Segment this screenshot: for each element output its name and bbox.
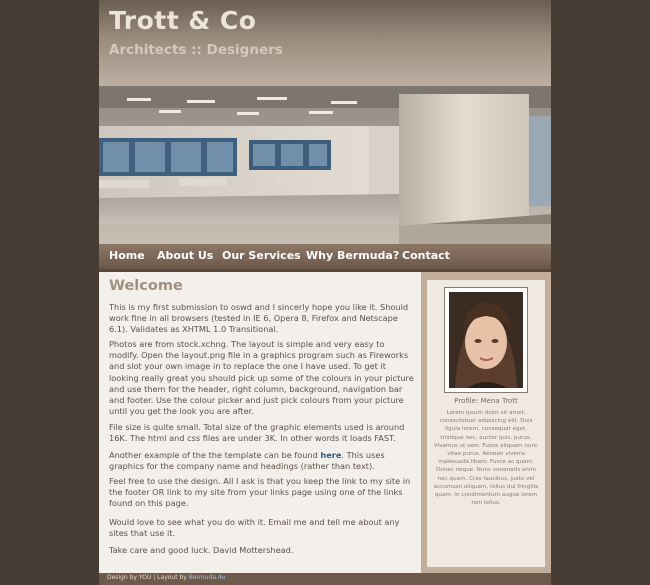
site-subtitle: Architects :: Designers xyxy=(109,42,283,58)
profile-photo-frame xyxy=(444,287,528,393)
footer-credits xyxy=(107,574,226,581)
nav-item-contact[interactable]: Contact xyxy=(402,249,450,262)
page-heading: Welcome xyxy=(109,278,183,294)
here-link[interactable]: here xyxy=(320,450,342,460)
file-size-paragraph: File size is quite small. Total size of the graphic elements used is around 16K. The html and css files are under 3K. In other words it loads FAST. xyxy=(109,422,405,444)
profile-box xyxy=(427,280,545,567)
example-text-end: . This uses graphics for the company name and headings (rather than text). xyxy=(109,450,385,472)
sidebar xyxy=(421,272,551,573)
main-navigation xyxy=(99,244,551,269)
site-title: Trott & Co xyxy=(109,6,257,35)
site-footer xyxy=(99,573,551,585)
nav-item-about-us[interactable]: About Us xyxy=(157,249,214,262)
profile-description: Lorem ipsum dolor sit amet, consectetuer adipiscing elit. Duis ligula lorem, consequat eget, tristique nec, auctor quis, purus. Vivamus ut sem. Fusce aliquam nunc vitae purus. Aenean viverra malesuada libero. Fusce ac quam. Donec neque. Nunc venenatis enim nec quam. Cras faucibus, justo vel accumsan aliquam, tellus dui fringilla quam, in condimentum augue lorem non tellus. xyxy=(433,410,539,507)
profile-caption: Profile: Mena Trott xyxy=(454,397,518,405)
example-text-start: Another example of the the template can be found xyxy=(109,450,321,460)
signoff-paragraph: Take care and good luck. David Mottershead. xyxy=(109,545,294,555)
contact-paragraph: Would love to see what you do with it. Email me and tell me about any sites that use it. xyxy=(109,517,400,539)
intro-paragraph: This is my first submission to oswd and I sincerly hope you like it. Should work fine in all browsers (tested in IE 6, Opera 8, Firefox and Netscape 6.1). Validates as XHTML 1.0 Transitional. xyxy=(109,302,409,335)
footer-author-link[interactable]: Bermuda.4u xyxy=(188,574,226,581)
example-paragraph xyxy=(109,450,415,472)
profile-portrait-photo xyxy=(449,292,523,388)
usage-paragraph: Feel free to use the design. All I ask is that you keep the link to my site in the footer OR link to my site from your links page using one of the links found on this page. xyxy=(109,476,411,509)
office-interior-photo xyxy=(99,86,551,244)
nav-item-why-bermuda[interactable]: Why Bermuda? xyxy=(306,249,400,262)
nav-item-home[interactable]: Home xyxy=(109,249,145,262)
layout-paragraph: Photos are from stock.xchng. The layout is simple and very easy to modify. Open the layout.png file in a graphics program such as Fireworks and slot your own image in to replace the one I have used. To get it looking really great you should pick up some of the colours in your picture and use them for the header, right column, background, navigation bar and footer. Use the colour picker and just pick colours from your picture until you get the look you are after. xyxy=(109,339,414,417)
page-container xyxy=(99,0,551,585)
footer-prefix: Design by YOU | Layout by xyxy=(107,574,189,581)
nav-item-our-services[interactable]: Our Services xyxy=(222,249,301,262)
site-header xyxy=(99,0,551,86)
main-content xyxy=(99,272,421,573)
